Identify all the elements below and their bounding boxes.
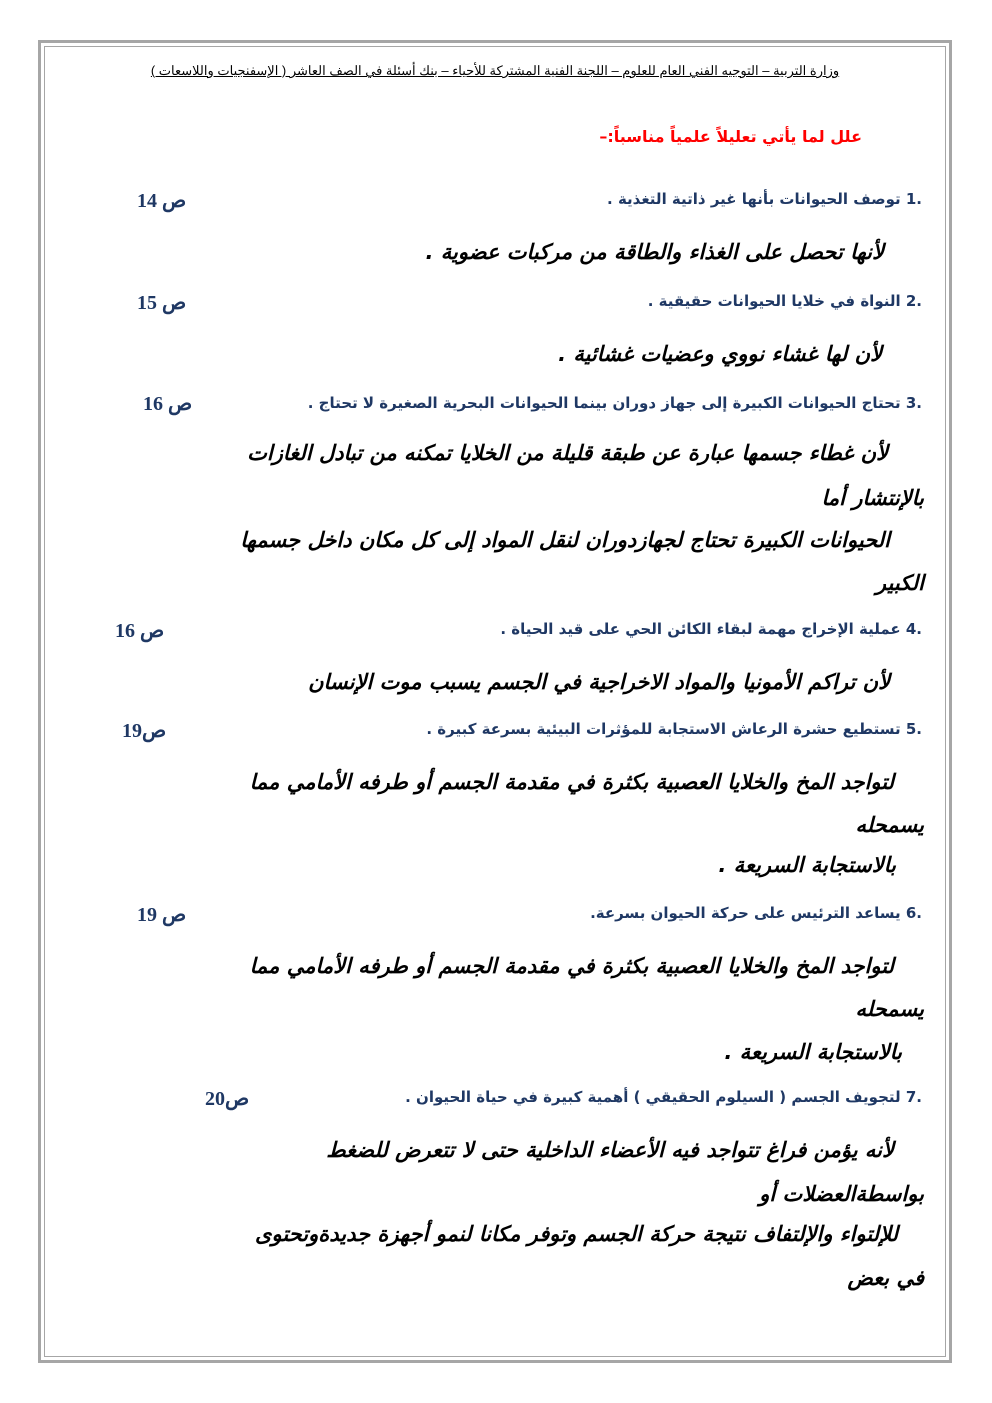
question-1-text: .1 توصف الحيوانات بأنها غير ذاتية التغذية . bbox=[607, 190, 922, 208]
question-6-page: ص 19 bbox=[137, 904, 187, 926]
answer-5-line-1: لتواجد المخ والخلايا العصبية بكثرة في مقدمة الجسم أو طرفه الأمامي مما bbox=[249, 770, 894, 794]
question-3-page: ص 16 bbox=[143, 393, 193, 415]
answer-7-line-3: للإلتواء والإلتفاف نتيجة حركة الجسم وتوفر مكانا لنمو أجهزة جديدةوتحتوى bbox=[255, 1222, 898, 1246]
answer-5-line-2: يسمحله bbox=[855, 813, 924, 837]
answer-1-line-1: لأنها تحصل على الغذاء والطاقة من مركبات عضوية . bbox=[425, 240, 884, 264]
answer-2-line-1: لأن لها غشاء نووي وعضيات غشائية . bbox=[558, 342, 882, 366]
answer-6-line-3: بالاستجابة السريعة . bbox=[724, 1040, 902, 1064]
question-5-page: ص19 bbox=[122, 720, 167, 742]
question-7-page: ص20 bbox=[205, 1088, 250, 1110]
answer-3-line-2: بالإنتشار أما bbox=[821, 486, 924, 510]
question-2-page: ص 15 bbox=[137, 292, 187, 314]
answer-4-line-1: لأن تراكم الأمونيا والمواد الاخراجية في الجسم يسبب موت الإنسان bbox=[308, 670, 890, 694]
answer-3-line-4: الكبير bbox=[875, 571, 924, 595]
answer-7-line-4: في بعض bbox=[847, 1266, 924, 1290]
question-3-text: .3 تحتاج الحيوانات الكبيرة إلى جهاز دوران بينما الحيوانات البحرية الصغيرة لا تحتاج . bbox=[307, 394, 922, 412]
question-2-text: .2 النواة في خلايا الحيوانات حقيقية . bbox=[647, 292, 922, 310]
question-6-text: .6 يساعد الترئيس على حركة الحيوان بسرعة. bbox=[590, 904, 922, 922]
page-header: وزارة التربية – التوجيه الفني العام للعلوم – اللجنة الفنية المشتركة للأحياء – بنك أسئلة في الصف العاشر ( الإسفنجيات واللاسعات ) bbox=[150, 63, 840, 78]
answer-3-line-3: الحيوانات الكبيرة تحتاج لجهازدوران لنقل المواد إلى كل مكان داخل جسمها bbox=[240, 528, 890, 552]
answer-3-line-1: لأن غطاء جسمها عبارة عن طبقة قليلة من الخلايا تمكنه من تبادل الغازات bbox=[247, 441, 888, 465]
question-7-text: .7 لتجويف الجسم ( السيلوم الحقيقي ) أهمية كبيرة في حياة الحيوان . bbox=[405, 1088, 922, 1106]
question-5-text: .5 تستطيع حشرة الرعاش الاستجابة للمؤثرات البيئية بسرعة كبيرة . bbox=[426, 720, 922, 738]
instruction-heading: علل لما يأتي تعليلاً علمياً مناسباً:– bbox=[599, 127, 862, 146]
answer-5-line-3: بالاستجابة السريعة . bbox=[718, 853, 896, 877]
answer-7-line-1: لأنه يؤمن فراغ تتواجد فيه الأعضاء الداخلية حتى لا تتعرض للضغط bbox=[326, 1138, 894, 1162]
question-4-page: ص 16 bbox=[115, 620, 165, 642]
question-1-page: ص 14 bbox=[137, 190, 187, 212]
answer-6-line-2: يسمحله bbox=[855, 997, 924, 1021]
question-4-text: .4 عملية الإخراج مهمة لبقاء الكائن الحي على قيد الحياة . bbox=[500, 620, 922, 638]
answer-7-line-2: بواسطةالعضلات أو bbox=[759, 1182, 924, 1206]
answer-6-line-1: لتواجد المخ والخلايا العصبية بكثرة في مقدمة الجسم أو طرفه الأمامي مما bbox=[249, 954, 894, 978]
